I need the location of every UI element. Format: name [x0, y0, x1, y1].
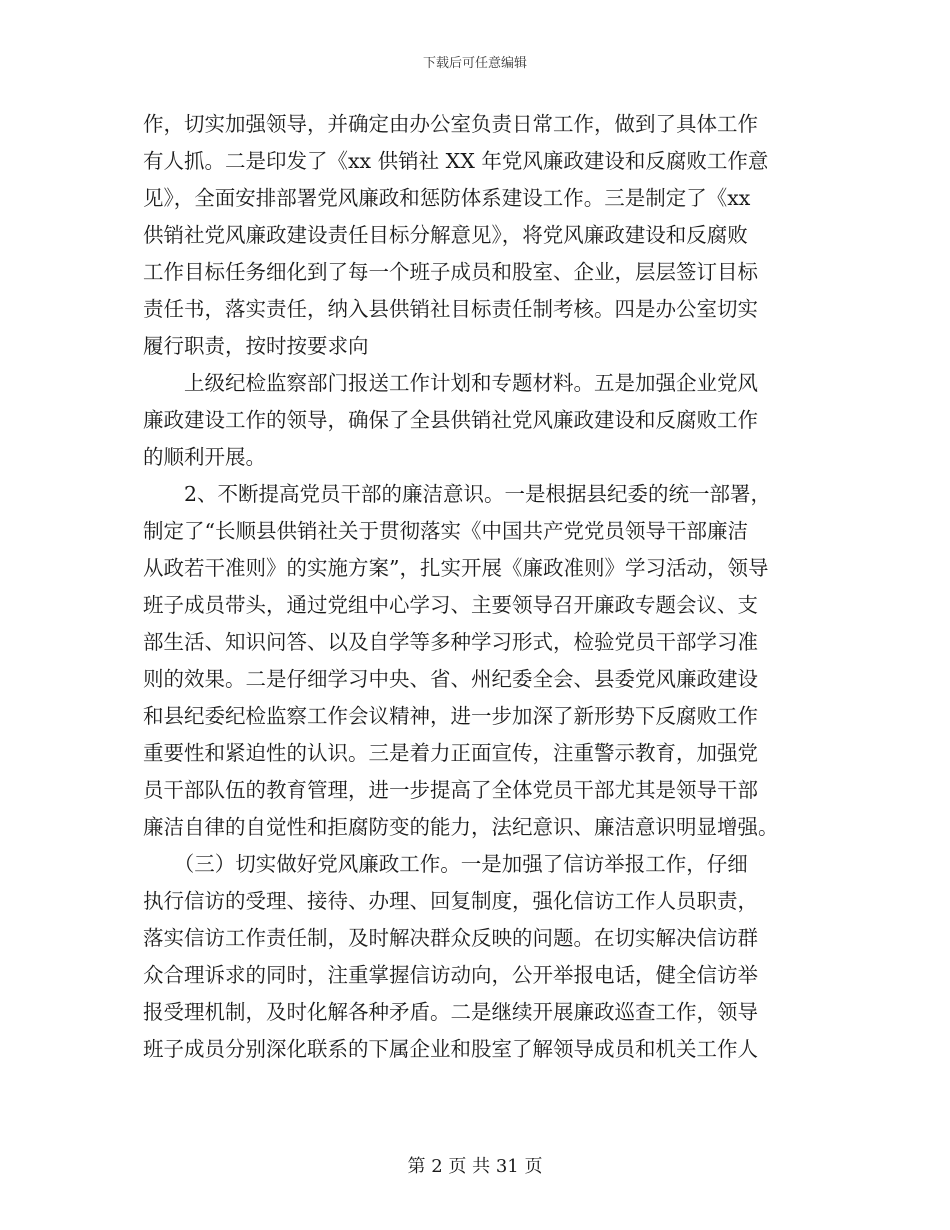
body-line: 班子成员分别深化联系的下属企业和股室了解领导成员和机关工作人 [143, 1037, 758, 1061]
body-line: 员干部队伍的教育管理，进一步提高了全体党员干部尤其是领导干部 [143, 778, 758, 802]
body-line: 部生活、知识问答、以及自学等多种学习形式，检验党员干部学习准 [143, 630, 758, 654]
body-line: 落实信访工作责任制，及时解决群众反映的问题。在切实解决信访群 [143, 926, 758, 950]
body-line: 见》，全面安排部署党风廉政和惩防体系建设工作。三是制定了《xx [143, 186, 751, 210]
body-line: （三）切实做好党风廉政工作。一是加强了信访举报工作，仔细 [143, 852, 748, 876]
body-line: 报受理机制，及时化解各种矛盾。二是继续开展廉政巡查工作，领导 [143, 1000, 758, 1024]
body-line: 责任书，落实责任，纳入县供销社目标责任制考核。四是办公室切实 [143, 297, 758, 321]
document-body [143, 106, 803, 1068]
body-line: 供销社党风廉政建设责任目标分解意见》，将党风廉政建设和反腐败 [143, 223, 748, 247]
body-line: 从政若干准则》的实施方案”，扎实开展《廉政准则》学习活动，领导 [143, 556, 769, 580]
body-line: 廉洁自律的自觉性和拒腐防变的能力，法纪意识、廉洁意识明显增强。 [143, 815, 779, 839]
body-line: 则的效果。二是仔细学习中央、省、州纪委全会、县委党风廉政建设 [143, 667, 758, 691]
body-line: 2、不断提高党员干部的廉洁意识。一是根据县纪委的统一部署， [143, 482, 772, 506]
body-line: 上级纪检监察部门报送工作计划和专题材料。五是加强企业党风 [143, 371, 758, 395]
body-line: 廉政建设工作的领导，确保了全县供销社党风廉政建设和反腐败工作 [143, 408, 758, 432]
body-line: 有人抓。二是印发了《xx 供销社 XX 年党风廉政建设和反腐败工作意 [143, 149, 769, 173]
body-line: 众合理诉求的同时，注重掌握信访动向，公开举报电话，健全信访举 [143, 963, 758, 987]
body-line: 作，切实加强领导，并确定由办公室负责日常工作，做到了具体工作 [143, 112, 758, 136]
body-line: 履行职责，按时按要求向 [143, 334, 369, 358]
body-line: 重要性和紧迫性的认识。三是着力正面宣传，注重警示教育，加强党 [143, 741, 758, 765]
body-line: 的顺利开展。 [143, 445, 266, 469]
body-line: 工作目标任务细化到了每一个班子成员和股室、企业，层层签订目标 [143, 260, 758, 284]
page-header: 下载后可任意编辑 [422, 56, 527, 71]
body-line: 和县纪委纪检监察工作会议精神，进一步加深了新形势下反腐败工作 [143, 704, 758, 728]
body-line: 制定了“长顺县供销社关于贯彻落实《中国共产党党员领导干部廉洁 [143, 519, 748, 543]
page-footer: 第 2 页 共 31 页 [407, 1156, 543, 1177]
body-line: 执行信访的受理、接待、办理、回复制度，强化信访工作人员职责， [143, 889, 758, 913]
body-line: 班子成员带头，通过党组中心学习、主要领导召开廉政专题会议、支 [143, 593, 758, 617]
